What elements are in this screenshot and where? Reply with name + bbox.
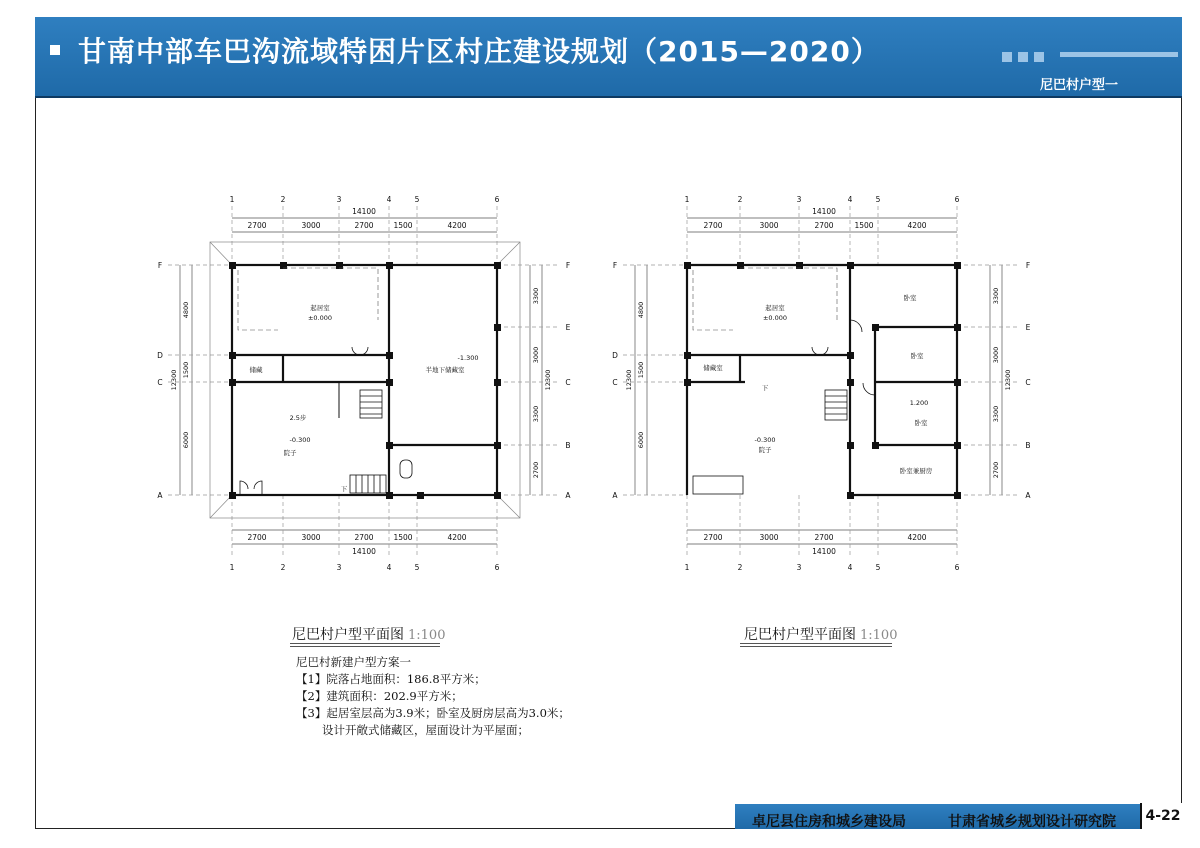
- room-kitchen-label: 卧室兼厨房: [899, 467, 933, 475]
- svg-text:12300: 12300: [625, 369, 633, 391]
- stair-label: 下: [761, 384, 769, 392]
- svg-text:3000: 3000: [301, 221, 321, 230]
- svg-text:14100: 14100: [352, 547, 376, 556]
- svg-text:3000: 3000: [759, 221, 779, 230]
- svg-text:6: 6: [954, 563, 960, 572]
- floor-plan-left: [150, 190, 590, 580]
- svg-text:2: 2: [280, 195, 286, 204]
- svg-text:1500: 1500: [393, 533, 413, 542]
- svg-text:5: 5: [414, 195, 420, 204]
- svg-text:2700: 2700: [703, 221, 723, 230]
- header-deco-line: [1060, 52, 1178, 57]
- room-living-label: 起居室: [765, 304, 785, 312]
- svg-text:4: 4: [847, 563, 853, 572]
- svg-text:6: 6: [954, 195, 960, 204]
- page-title: 甘南中部车巴沟流域特困片区村庄建设规划（2015—2020）: [78, 35, 880, 68]
- svg-text:A: A: [612, 491, 618, 500]
- svg-text:2: 2: [737, 195, 743, 204]
- caption-underline: [740, 643, 892, 644]
- svg-text:5: 5: [414, 563, 420, 572]
- svg-text:4: 4: [847, 195, 853, 204]
- courtyard-label: 院子: [283, 449, 297, 457]
- svg-text:3: 3: [796, 195, 802, 204]
- svg-text:3300: 3300: [992, 287, 1000, 305]
- svg-text:C: C: [1025, 378, 1031, 387]
- svg-text:A: A: [565, 491, 571, 500]
- design-notes: [296, 654, 570, 739]
- svg-text:3300: 3300: [992, 405, 1000, 423]
- room-semi-basement-label: 半地下储藏室: [425, 366, 465, 374]
- level-marker: -0.300: [754, 436, 776, 444]
- caption-scale: 1:100: [860, 628, 898, 643]
- room-storage-label: 储藏室: [703, 364, 723, 372]
- svg-text:2700: 2700: [814, 221, 834, 230]
- floor-plan-right: [605, 190, 1045, 580]
- notes-item: 【1】院落占地面积：186.8平方米；: [296, 672, 486, 686]
- svg-text:E: E: [565, 323, 571, 332]
- svg-text:4200: 4200: [907, 533, 927, 542]
- svg-text:1500: 1500: [637, 361, 645, 379]
- notes-title: 尼巴村新建户型方案一: [296, 655, 411, 669]
- svg-text:2700: 2700: [814, 533, 834, 542]
- page-number: 4-22: [1140, 803, 1184, 829]
- svg-text:6: 6: [494, 563, 500, 572]
- svg-text:1: 1: [229, 195, 235, 204]
- svg-text:3000: 3000: [992, 346, 1000, 364]
- svg-text:3000: 3000: [532, 346, 540, 364]
- svg-text:2: 2: [737, 563, 743, 572]
- notes-item: 【3】起居室层高为3.9米；卧室及厨房层高为3.0米；: [296, 706, 570, 720]
- svg-text:2700: 2700: [354, 533, 374, 542]
- level-marker: ±0.000: [307, 314, 333, 322]
- room-bedroom-label: 卧室: [903, 294, 917, 302]
- svg-text:14100: 14100: [812, 207, 836, 216]
- room-living-label: 起居室: [310, 304, 330, 312]
- room-bedroom-label: 卧室: [914, 419, 928, 427]
- page-subtitle: 尼巴村户型一: [1040, 78, 1119, 93]
- svg-text:F: F: [565, 261, 571, 270]
- svg-text:4800: 4800: [182, 301, 190, 319]
- svg-text:4200: 4200: [447, 221, 467, 230]
- svg-text:F: F: [1025, 261, 1031, 270]
- svg-text:1: 1: [684, 563, 690, 572]
- svg-text:3: 3: [336, 195, 342, 204]
- svg-text:3300: 3300: [532, 405, 540, 423]
- courtyard-label: 院子: [758, 446, 772, 454]
- svg-text:F: F: [612, 261, 618, 270]
- svg-text:4200: 4200: [907, 221, 927, 230]
- svg-text:C: C: [157, 378, 163, 387]
- stair-label: 下: [340, 485, 348, 493]
- notes-item: 设计开敞式储藏区，屋面设计为平屋面；: [322, 723, 529, 737]
- svg-text:14100: 14100: [352, 207, 376, 216]
- notes-item: 【2】建筑面积：202.9平方米；: [296, 689, 463, 703]
- svg-text:A: A: [157, 491, 163, 500]
- svg-text:6000: 6000: [182, 431, 190, 449]
- header-dot-icon: [1034, 52, 1044, 62]
- caption-underline: [740, 646, 892, 647]
- svg-text:2700: 2700: [354, 221, 374, 230]
- header-dot-icon: [1002, 52, 1012, 62]
- svg-text:B: B: [1025, 441, 1031, 450]
- svg-text:1: 1: [229, 563, 235, 572]
- svg-text:1: 1: [684, 195, 690, 204]
- level-marker: 1.200: [909, 399, 929, 407]
- svg-text:3000: 3000: [301, 533, 321, 542]
- svg-text:5: 5: [875, 563, 881, 572]
- svg-text:2700: 2700: [532, 461, 540, 479]
- caption-underline: [290, 646, 440, 647]
- header-dot-icon: [1018, 52, 1028, 62]
- svg-text:14100: 14100: [812, 547, 836, 556]
- svg-text:3300: 3300: [532, 287, 540, 305]
- svg-text:4: 4: [386, 563, 392, 572]
- svg-text:4800: 4800: [637, 301, 645, 319]
- caption-text: 尼巴村户型平面图: [292, 627, 404, 643]
- svg-text:E: E: [1025, 323, 1031, 332]
- level-marker: -0.300: [289, 436, 311, 444]
- level-marker: -1.300: [457, 354, 479, 362]
- svg-text:2700: 2700: [703, 533, 723, 542]
- svg-text:F: F: [157, 261, 163, 270]
- svg-text:3000: 3000: [759, 533, 779, 542]
- svg-text:A: A: [1025, 491, 1031, 500]
- steps-label: 2.5步: [289, 414, 307, 422]
- svg-text:B: B: [565, 441, 571, 450]
- svg-text:D: D: [157, 351, 163, 360]
- svg-text:D: D: [612, 351, 618, 360]
- plan-caption-right: [744, 624, 897, 644]
- svg-text:C: C: [565, 378, 571, 387]
- svg-text:2700: 2700: [247, 221, 267, 230]
- room-storage-label: 储藏: [249, 366, 263, 374]
- footer-org-1: 卓尼县住房和城乡建设局: [752, 814, 906, 830]
- svg-text:12300: 12300: [544, 369, 552, 391]
- caption-text: 尼巴村户型平面图: [744, 627, 856, 643]
- svg-text:12300: 12300: [1004, 369, 1012, 391]
- svg-text:3: 3: [796, 563, 802, 572]
- svg-text:1500: 1500: [182, 361, 190, 379]
- svg-text:1500: 1500: [854, 221, 874, 230]
- footer-org-2: 甘肃省城乡规划设计研究院: [948, 814, 1116, 830]
- svg-text:4: 4: [386, 195, 392, 204]
- header-bullet-icon: [50, 45, 60, 55]
- svg-text:5: 5: [875, 195, 881, 204]
- level-marker: ±0.000: [762, 314, 788, 322]
- svg-text:2700: 2700: [992, 461, 1000, 479]
- svg-text:2: 2: [280, 563, 286, 572]
- svg-text:2700: 2700: [247, 533, 267, 542]
- svg-text:4200: 4200: [447, 533, 467, 542]
- caption-scale: 1:100: [408, 628, 446, 643]
- plan-caption-left: [292, 624, 445, 644]
- svg-text:C: C: [612, 378, 618, 387]
- svg-text:6000: 6000: [637, 431, 645, 449]
- room-bedroom-label: 卧室: [910, 352, 924, 360]
- svg-text:12300: 12300: [170, 369, 178, 391]
- svg-text:1500: 1500: [393, 221, 413, 230]
- caption-underline: [290, 643, 440, 644]
- svg-text:6: 6: [494, 195, 500, 204]
- svg-text:3: 3: [336, 563, 342, 572]
